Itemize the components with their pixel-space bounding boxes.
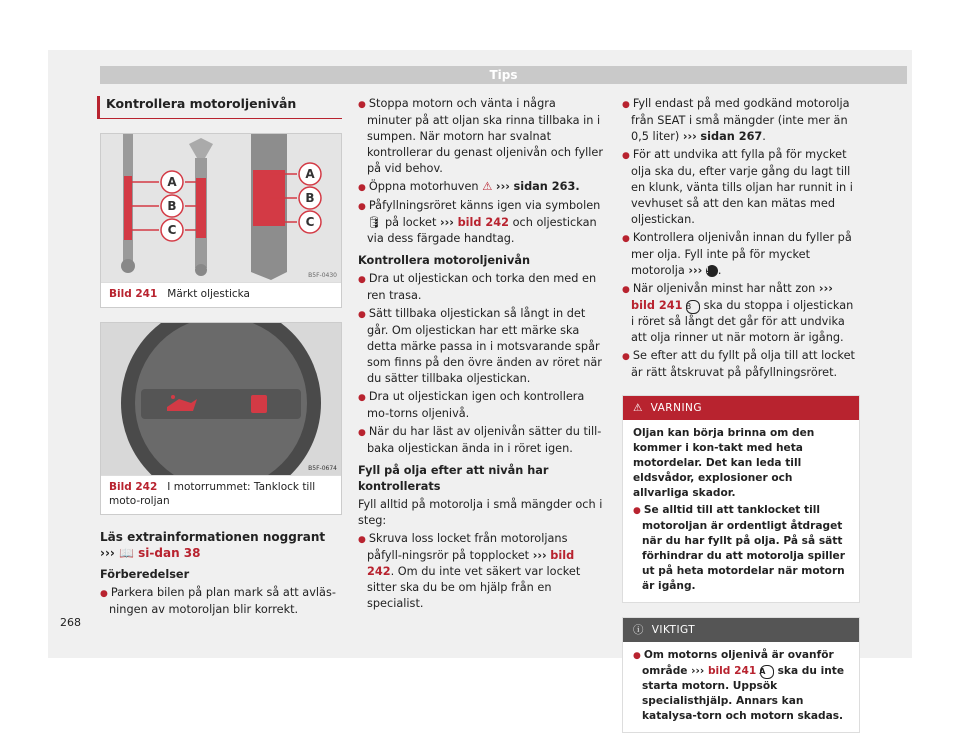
page-link[interactable]: sidan 263. xyxy=(513,180,580,193)
list-item: ● Om motorns oljenivå är ovanför område ››› bild 241 A ska du inte starta motorn. Uppsök specialisthjälp. Annars kan katalysa-torn och motorn skadas. xyxy=(633,648,849,724)
notice-body xyxy=(623,642,859,732)
zone-badge: A xyxy=(760,665,774,679)
list-item: ● Fyll endast på med godkänd motorolja från SEAT i små mängder (inte mer än 0,5 liter) ››› sidan 267. xyxy=(622,96,860,145)
page-link[interactable]: sidan 267 xyxy=(700,130,763,143)
list-item: ● Se alltid till att tanklocket till motoroljan är ordentligt åtdraget när du har fyllt på olja. På så sätt förhindrar du att motorolja spiller ut på heta motordelar när motorn är igång. xyxy=(633,503,849,594)
zone-badge: B xyxy=(686,300,700,314)
info-icon: ⓘ xyxy=(633,624,644,636)
list-item: ● Dra ut oljestickan igen och kontrollera mo-torns oljenivå. xyxy=(358,389,603,422)
figure-number: Bild 241 xyxy=(109,288,158,300)
figure-link[interactable]: bild 241 xyxy=(707,665,757,677)
list-item: ● Skruva loss locket från motoroljans påfyll-ningsrör på topplocket ››› bild 242. Om du inte vet säkert var locket sitter ska du be om hjälp från en specialist. xyxy=(358,531,603,612)
page-number: 268 xyxy=(60,616,81,629)
list-item: ● Öppna motorhuven ⚠ ››› sidan 263. xyxy=(358,179,603,196)
list-item: ● Dra ut oljestickan och torka den med en ren trasa. xyxy=(358,271,603,304)
label-b: B xyxy=(167,199,177,213)
figure-caption xyxy=(101,282,341,307)
figure-caption xyxy=(101,475,341,514)
paragraph: Fyll alltid på motorolja i små mängder och i steg: xyxy=(358,498,603,527)
warning-icon: ⚠ xyxy=(633,402,643,414)
list-item: ● Parkera bilen på plan mark så att avläs-ningen av motoroljan blir korrekt. xyxy=(100,585,342,618)
label-b: B xyxy=(305,191,315,205)
page-link[interactable]: si-dan 38 xyxy=(138,546,201,560)
column-1 xyxy=(100,96,342,620)
warning-body xyxy=(623,420,859,602)
figure-code: B5F-0430 xyxy=(308,272,337,279)
list-item: ● Se efter att du fyllt på olja till att locket är rätt åtskruvat på påfyllningsröret. xyxy=(622,348,860,381)
caption-text: Märkt oljesticka xyxy=(167,288,250,300)
figure-link[interactable]: bild 241 xyxy=(631,299,683,312)
list-item: ● När oljenivån minst har nått zon ››› bild 241 B ska du stoppa i oljestickan i röret så långt det går för att undvika att olja rinner ut när motorn är igång. xyxy=(622,281,860,346)
extra-info: Läs extrainformationen noggrant ››› 📖 si-dan 38 xyxy=(100,530,326,560)
list-item: ● För att undvika att fylla på för mycket olja ska du, efter varje gång du lagt till en klunk, vänta tills oljan har runnit in i vevhuset så att den kan mätas med oljestickan. xyxy=(622,147,860,228)
notice-header: ⓘ VIKTIGT xyxy=(623,618,859,642)
paragraph: Oljan kan börja brinna om den kommer i kon-takt med heta motordelar. Det kan leda till eldsvådor, explosioner och allvarliga skador. xyxy=(633,427,815,499)
column-3 xyxy=(622,96,860,733)
label-c: C xyxy=(305,215,315,229)
warning-box xyxy=(622,395,860,603)
section-title: Kontrollera motoroljenivån xyxy=(97,96,342,119)
warning-header: ⚠ VARNING xyxy=(623,396,859,420)
column-2 xyxy=(358,96,603,614)
book-icon: 📖 xyxy=(119,546,134,560)
prep-heading: Förberedelser xyxy=(100,568,190,581)
manual-page xyxy=(48,50,912,722)
exclamation-icon: ! xyxy=(706,265,718,277)
label-a: A xyxy=(305,167,315,181)
oil-can-icon: 🛢 xyxy=(367,216,382,229)
subheading: Kontrollera motoroljenivån xyxy=(358,254,531,267)
figure-number: Bild 242 xyxy=(109,481,158,493)
list-item: ● Stoppa motorn och vänta i några minuter på att oljan ska rinna tillbaka in i sumpen. När motorn har svalnat kontrollerar du genast oljenivån och fyller på vid behov. xyxy=(358,96,603,177)
figure-link[interactable]: bild 242 xyxy=(457,216,509,229)
page-header: Tips xyxy=(100,66,907,84)
figure-code: B5F-0674 xyxy=(308,465,337,472)
warning-icon: ⚠ xyxy=(482,180,493,193)
list-item: ● Kontrollera oljenivån innan du fyller på mer olja. Fyll inte på för mycket motorolja ››› ! . xyxy=(622,230,860,279)
oil-cap-illustration xyxy=(101,323,341,475)
subheading: Fyll på olja efter att nivån har kontrollerats xyxy=(358,464,549,493)
list-item: ● Påfyllningsröret känns igen via symbolen 🛢 på locket ››› bild 242 och oljestickan via dess färgade handtag. xyxy=(358,198,603,247)
notice-box xyxy=(622,617,860,733)
figure-242 xyxy=(100,322,342,515)
dipstick-illustration xyxy=(101,134,341,282)
figure-link[interactable]: bild 242 xyxy=(367,549,575,578)
label-a: A xyxy=(167,175,177,189)
label-c: C xyxy=(167,223,177,237)
list-item: ● När du har läst av oljenivån sätter du till-baka oljestickan ända in i röret igen. xyxy=(358,424,603,457)
figure-241 xyxy=(100,133,342,308)
caption-text: I motorrummet: Tanklock till moto-roljan xyxy=(109,481,316,507)
list-item: ● Sätt tillbaka oljestickan så långt in det går. Om oljestickan har ett märke ska detta märke passa in i motsvarande spår som finns på den övre änden av röret när du sätter tillbaka oljestickan. xyxy=(358,306,603,387)
